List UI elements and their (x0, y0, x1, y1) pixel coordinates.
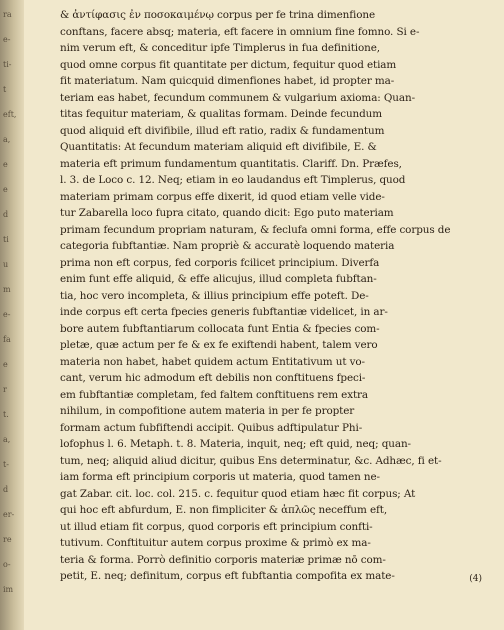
text-line: nihilum, in compofitione autem materia in per fe propter (60, 405, 355, 417)
text-line: lofophus l. 6. Metaph. t. 8. Materia, inquit, neq; eft quid, neq; quan- (60, 438, 411, 450)
text-line: enim funt effe aliquid, & effe alicujus, illud completa fubftan- (60, 273, 377, 285)
gutter-fragment: a, (3, 135, 11, 144)
text-line: categoria fubftantiæ. Nam propriè & accuratè loquendo materia (60, 240, 395, 252)
gutter-fragment: e- (3, 35, 11, 44)
gutter-fragment: e- (3, 310, 11, 319)
text-line: tum, neq; aliquid aliud dicitur, quibus Ens determinatur, &c. Adhæc, fi et- (60, 454, 442, 467)
text-line: l. 3. de Loco c. 12. Neq; etiam in eo laudandus eft Timplerus, quod (60, 174, 406, 186)
gutter-fragment: e (3, 185, 8, 194)
text-line: titas fequitur materiam, & qualitas formam. Deinde fecundum (60, 108, 383, 120)
gutter-fragment: ti- (3, 60, 12, 69)
binding-gutter (0, 0, 24, 630)
text-line: cant, verum hic admodum eft debilis non conftituens fpeci- (60, 372, 366, 384)
text-line: tia, hoc vero incompleta, & illius principium effe poteft. De- (60, 289, 369, 302)
gutter-fragment: ra (3, 10, 12, 19)
gutter-fragment: fa (3, 335, 11, 344)
gutter-fragment: a, (3, 435, 11, 444)
text-line: materia eft primum fundamentum quantitatis. Clariff. Dn. Præfes, (60, 157, 402, 170)
gutter-fragment: e (3, 160, 8, 169)
text-line: prima non eft corpus, fed corporis fcilicet principium. Diverfa (60, 256, 380, 269)
text-line: bore autem fubftantiarum collocata funt Entia & fpecies com- (60, 322, 380, 335)
text-line: tutivum. Conftituitur autem corpus proxime & primò ex ma- (60, 537, 371, 549)
text-line: em fubftantiæ completam, fed faltem conftituens rem extra (60, 388, 369, 401)
signature-mark: (4) (469, 574, 482, 584)
gutter-fragment: d (3, 485, 9, 494)
text-line: quod omne corpus fit quantitate per dictum, fequitur quod etiam (60, 58, 397, 71)
gutter-fragment: eft, (3, 110, 17, 119)
gutter-fragment: t- (3, 460, 9, 469)
text-line: teria & forma. Porrò definitio corporis materiæ primæ nō com- (60, 553, 386, 566)
text-line: fit materiatum. Nam quicquid dimenfiones habet, id propter ma- (60, 75, 395, 87)
gutter-fragment: u (3, 260, 9, 269)
gutter-fragment: er- (3, 510, 15, 519)
text-line: gat Zabar. cit. loc. col. 215. c. fequitur quod etiam hæc fit corpus; At (60, 487, 416, 500)
gutter-fragment: m (3, 285, 11, 294)
text-line: nim verum eft, & conceditur ipfe Timplerus in fua definitione, (60, 42, 381, 54)
text-line: materia non habet, habet quidem actum Entitativum ut vo- (60, 355, 365, 368)
gutter-fragment: e (3, 360, 8, 369)
text-line: tur Zabarella loco fupra citato, quando dicit: Ego puto materiam (60, 207, 394, 219)
gutter-fragment: d (3, 210, 9, 219)
text-line: & ἀντίφασις ἐν ποσοκαιμένῳ corpus per fe trina dimenfione (60, 9, 376, 21)
text-line: qui hoc eft abfurdum, E. non fimpliciter & ἁπλῶς neceffum eft, (60, 504, 388, 516)
text-line: inde corpus eft certa fpecies generis fubftantiæ videlicet, in ar- (60, 306, 388, 318)
text-line: conftans, facere absq; materia, eft facere in omnium fine fomno. Si e- (60, 25, 420, 38)
gutter-fragment: r (3, 385, 7, 394)
text-line: iam forma eft principium corporis ut materia, quod tamen ne- (60, 471, 380, 483)
text-line: petit, E. neq; definitum, corpus eft fubftantia compofita ex mate- (60, 570, 395, 582)
gutter-fragment: im (3, 585, 14, 594)
gutter-fragment: ti (3, 235, 9, 244)
text-line: Quantitatis: At fecundum materiam aliquid eft divifibile, E. & (60, 141, 377, 153)
text-line: materiam primam corpus effe dixerit, id quod etiam velle vide- (60, 190, 385, 203)
text-line: ut illud etiam fit corpus, quod corporis eft principium confti- (60, 520, 373, 533)
text-line: pletæ, quæ actum per fe & ex fe exiftendi habent, talem vero (60, 339, 378, 351)
gutter-fragment: re (3, 535, 12, 544)
text-line: formam actum fubfiftendi accipit. Quibus adftipulatur Phi- (60, 421, 363, 434)
text-line: primam fecundum propriam naturam, & feclufa omni forma, effe corpus de (60, 223, 451, 236)
text-line: teriam eas habet, fecundum communem & vulgarium axioma: Quan- (60, 91, 415, 104)
document-page (24, 0, 504, 630)
gutter-fragment: t. (3, 410, 9, 419)
gutter-fragment: t (3, 85, 7, 94)
text-line: quod aliquid eft divifibile, illud eft ratio, radix & fundamentum (60, 124, 385, 137)
text-block (60, 7, 498, 585)
gutter-fragment: o- (3, 560, 11, 569)
